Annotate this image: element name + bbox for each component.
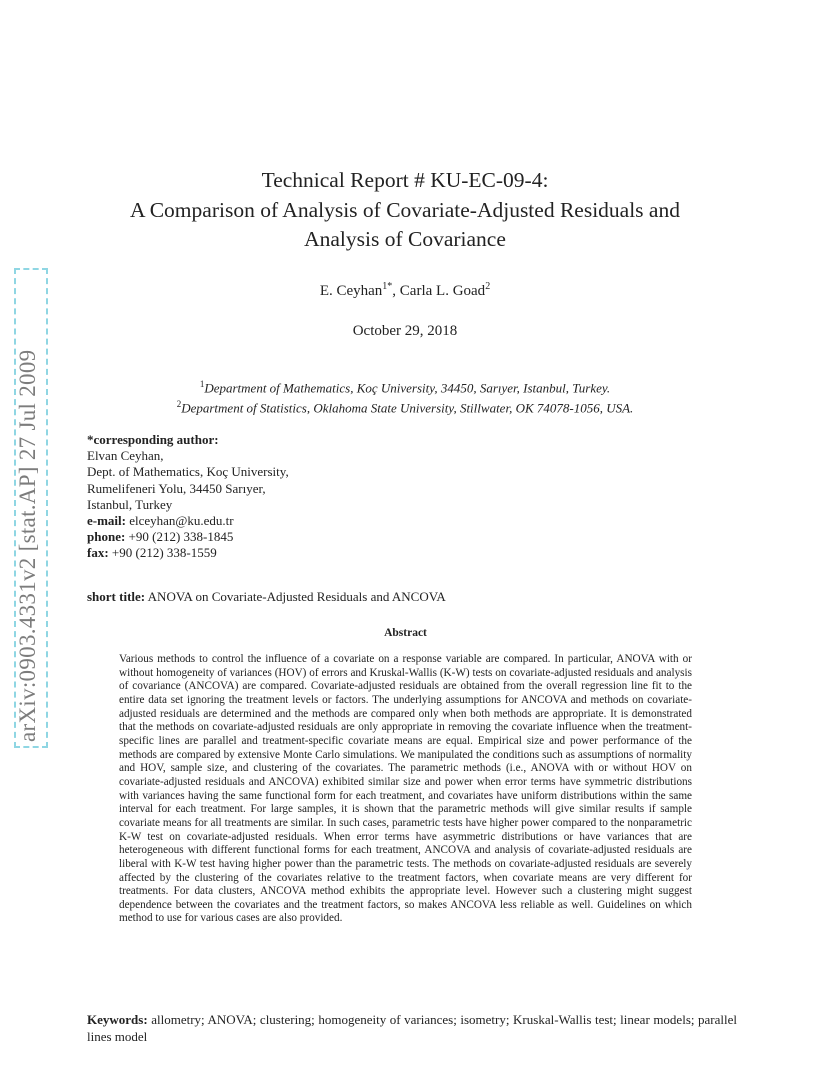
affiliation-1 [80, 376, 730, 396]
paper-date: October 29, 2018 [352, 323, 458, 339]
author-list [80, 281, 730, 300]
phone-label: phone: [87, 529, 126, 545]
short-title [87, 589, 446, 605]
corresponding-city: Istanbul, Turkey [87, 496, 173, 512]
author-1-name: E. Ceyhan [319, 283, 383, 299]
corresponding-dept: Dept. of Mathematics, Koç University, [87, 464, 289, 480]
short-title-label: short title: [87, 589, 146, 604]
short-title-text: ANOVA on Covariate-Adjusted Residuals and ANCOVA [147, 589, 446, 604]
email-label: e-mail: [87, 513, 126, 529]
author-2-mark: 2 [485, 281, 491, 292]
keywords-text: allometry; ANOVA; clustering; homogeneity of variances; isometry; Kruskal-Wallis test; linear models; parallel lines model [87, 1012, 738, 1044]
affiliation-1-mark: 1 [199, 379, 205, 389]
corresponding-label: *corresponding author: [87, 432, 219, 447]
email-value: elceyhan@ku.edu.tr [129, 513, 234, 529]
title-line-2: A Comparison of Analysis of Covariate-Adjusted Residuals and [130, 197, 680, 222]
corresponding-address: Rumelifeneri Yolu, 34450 Sarıyer, [87, 480, 266, 496]
corresponding-name: Elvan Ceyhan, [87, 448, 164, 464]
abstract-body: Various methods to control the influence of a covariate on a response variable are compared. In particular, ANOVA with or without homogeneity of variances (HOV) of errors and Kruskal-Wallis (K-W) tests on covariate-adjusted residuals and analysis of covariance (ANCOVA) are compared. Covariate-adjusted residuals are obtained from the overall regression line fit to the entire data set ignoring the treatment levels or factors. The underlying assumptions for ANCOVA and methods on covariate-adjusted residuals are determined and the methods are compared only when both methods are appropriate. It is demonstrated that the methods on covariate-adjusted residuals are only appropriate in removing the covariate influence when the treatment-specific lines are parallel and treatment-specific covariate means are equal. Empirical size and power performance of the methods are compared by extensive Monte Carlo simulations. We manipulated the conditions such as assumptions of normality and HOV, sample size, and clustering of the covariates. The parametric methods (i.e., ANOVA with or without HOV on covariate-adjusted residuals and ANCOVA) exhibited similar size and power when error terms have symmetric distributions with variances having the same functional form for each treatment, and covariates have uniform distributions within the same interval for each treatment. For large samples, it is shown that the parametric methods will give similar results if sample covariate means for all treatments are similar. In such cases, parametric tests have higher power compared to the nonparametric K-W test on covariate-adjusted residuals. When error terms have asymmetric distributions or have variances that are heterogeneous with different functional forms for each treatment, ANCOVA and analysis of covariate-adjusted residuals are liberal with K-W test having higher power than the parametric tests. The methods on covariate-adjusted residuals are severely affected by the clustering of the covariates relative to the treatment factors, when covariate means are very different for treatments. For data clusters, ANCOVA method exhibits the appropriate level. However such a clustering might suggest dependence between the covariates and the treatment factors, so makes ANCOVA less reliable as well. Guidelines on which method to use for various cases are also provided. [119, 653, 692, 925]
corresponding-author-block [87, 432, 289, 562]
abstract-heading: Abstract [384, 627, 427, 639]
fax-label: fax: [87, 545, 109, 561]
author-1-mark: 1* [382, 281, 393, 292]
fax-value: +90 (212) 338-1559 [111, 545, 217, 561]
keywords [87, 1012, 737, 1045]
affiliation-2-mark: 2 [176, 399, 182, 410]
paper-title [80, 166, 730, 255]
title-line-3: Analysis of Covariance [304, 227, 506, 251]
affiliations [80, 376, 730, 417]
title-line-1: Technical Report # KU-EC-09-4: [261, 168, 549, 192]
affiliation-2-text: Department of Statistics, Oklahoma State University, Stillwater, OK 74078-1056, USA. [181, 400, 634, 416]
affiliation-1-text: Department of Mathematics, Koç University, 34450, Sarıyer, Istanbul, Turkey. [204, 380, 611, 396]
phone-value: +90 (212) 338-1845 [128, 529, 234, 545]
keywords-label: Keywords: [87, 1012, 148, 1027]
author-2-name: Carla L. Goad [399, 283, 486, 299]
arxiv-identifier: arXiv:0903.4331v2 [stat.AP] 27 Jul 2009 [15, 349, 40, 742]
author-separator: , [392, 283, 400, 299]
affiliation-2 [80, 396, 730, 416]
